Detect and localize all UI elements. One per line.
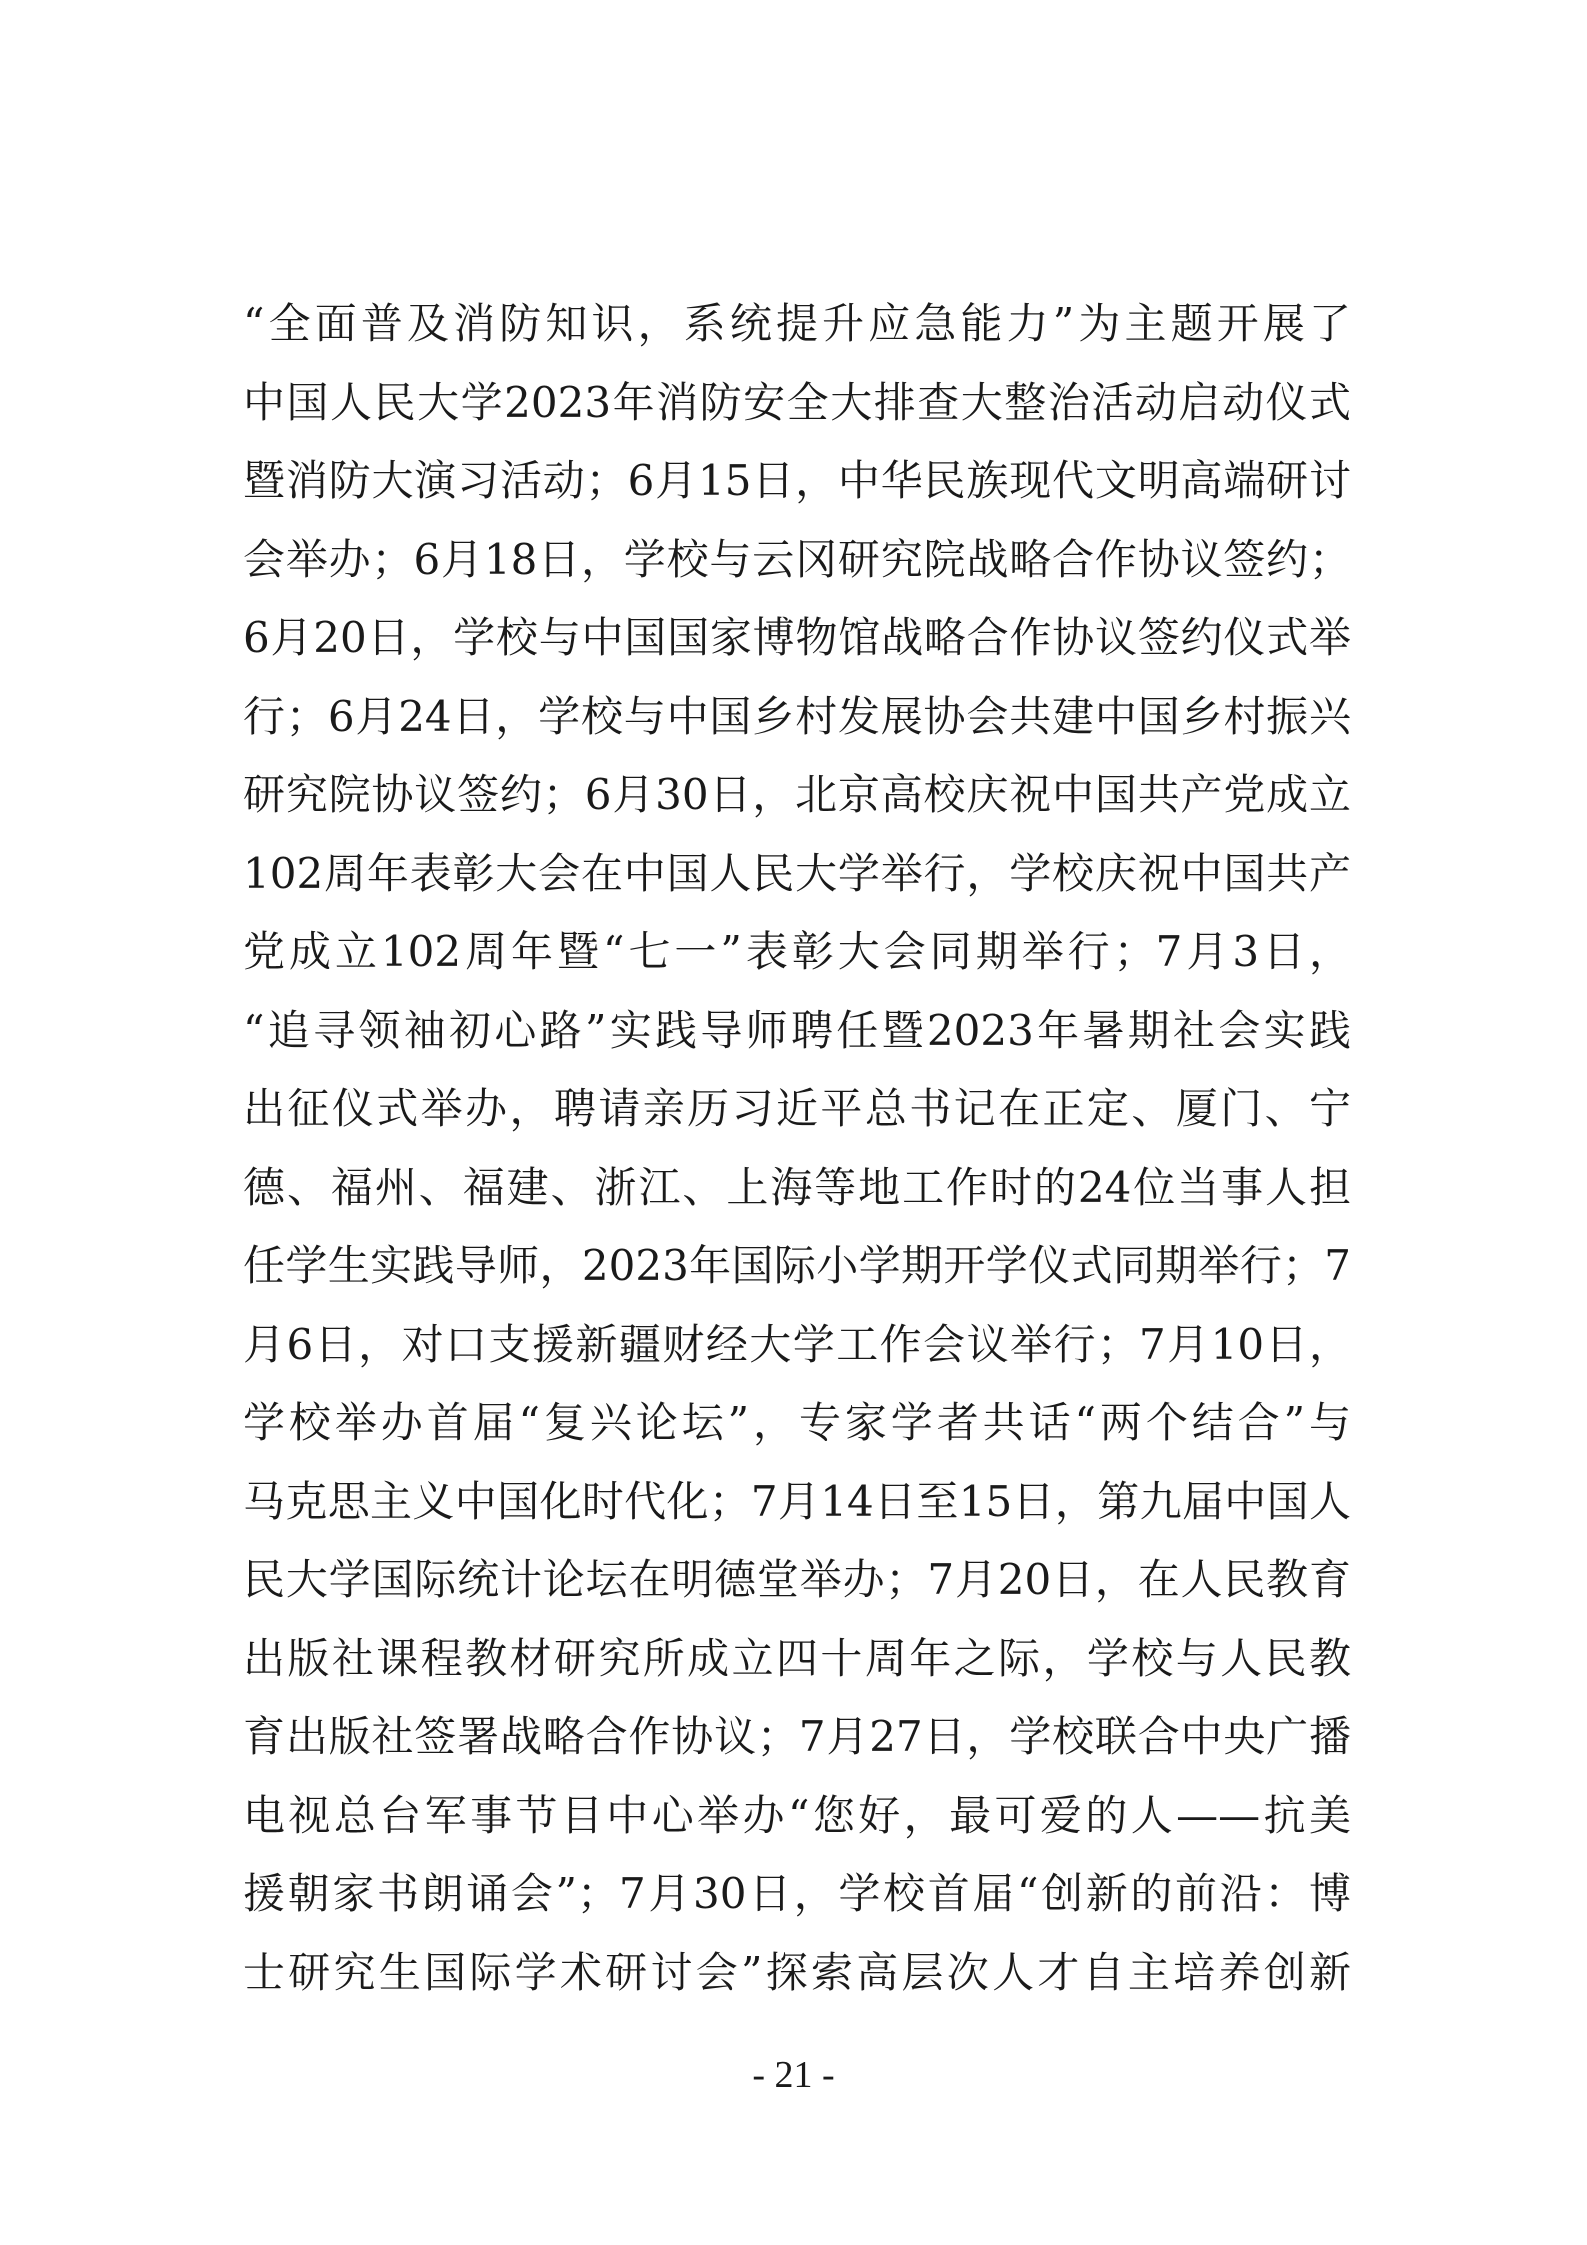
text-line: 行；6月24日，学校与中国乡村发展协会共建中国乡村振兴 — [243, 691, 1351, 741]
text-line: “追寻领袖初心路”实践导师聘任暨2023年暑期社会实践 — [243, 1005, 1351, 1055]
text-line: 月6日，对口支援新疆财经大学工作会议举行；7月10日， — [243, 1319, 1351, 1369]
text-line: 马克思主义中国化时代化；7月14日至15日，第九届中国人 — [243, 1476, 1351, 1526]
text-line: 研究院协议签约；6月30日，北京高校庆祝中国共产党成立 — [243, 770, 1351, 819]
page-number: - 21 - — [752, 2054, 835, 2096]
text-line: 民大学国际统计论坛在明德堂举办；7月20日，在人民教育 — [243, 1555, 1351, 1604]
text-line: 102周年表彰大会在中国人民大学举行，学校庆祝中国共产 — [243, 848, 1351, 898]
text-line: 育出版社签署战略合作协议；7月27日，学校联合中央广播 — [243, 1712, 1351, 1761]
text-line: 德、福州、福建、浙江、上海等地工作时的24位当事人担 — [243, 1162, 1351, 1212]
body-paragraph — [243, 285, 1351, 2012]
text-line: 会举办；6月18日，学校与云冈研究院战略合作协议签约； — [243, 534, 1351, 584]
text-line: 中国人民大学2023年消防安全大排查大整治活动启动仪式 — [243, 377, 1351, 427]
text-line: 暨消防大演习活动；6月15日，中华民族现代文明高端研讨 — [243, 456, 1351, 505]
text-line: 党成立102周年暨“七一”表彰大会同期举行；7月3日， — [243, 927, 1351, 976]
text-line: 电视总台军事节目中心举办“您好，最可爱的人——抗美 — [243, 1790, 1351, 1840]
text-line: 出征仪式举办，聘请亲历习近平总书记在正定、厦门、宁 — [243, 1084, 1351, 1133]
text-line: 6月20日，学校与中国国家博物馆战略合作协议签约仪式举 — [243, 613, 1351, 662]
text-line: 学校举办首届“复兴论坛”，专家学者共话“两个结合”与 — [243, 1398, 1351, 1447]
text-line: 出版社课程教材研究所成立四十周年之际，学校与人民教 — [243, 1633, 1351, 1683]
text-line: 任学生实践导师，2023年国际小学期开学仪式同期举行；7 — [243, 1241, 1351, 1290]
text-line: 士研究生国际学术研讨会”探索高层次人才自主培养创新 — [243, 1947, 1351, 1997]
text-line: “全面普及消防知识，系统提升应急能力”为主题开展了 — [243, 299, 1351, 348]
text-line: 援朝家书朗诵会”；7月30日，学校首届“创新的前沿：博 — [243, 1869, 1351, 1918]
